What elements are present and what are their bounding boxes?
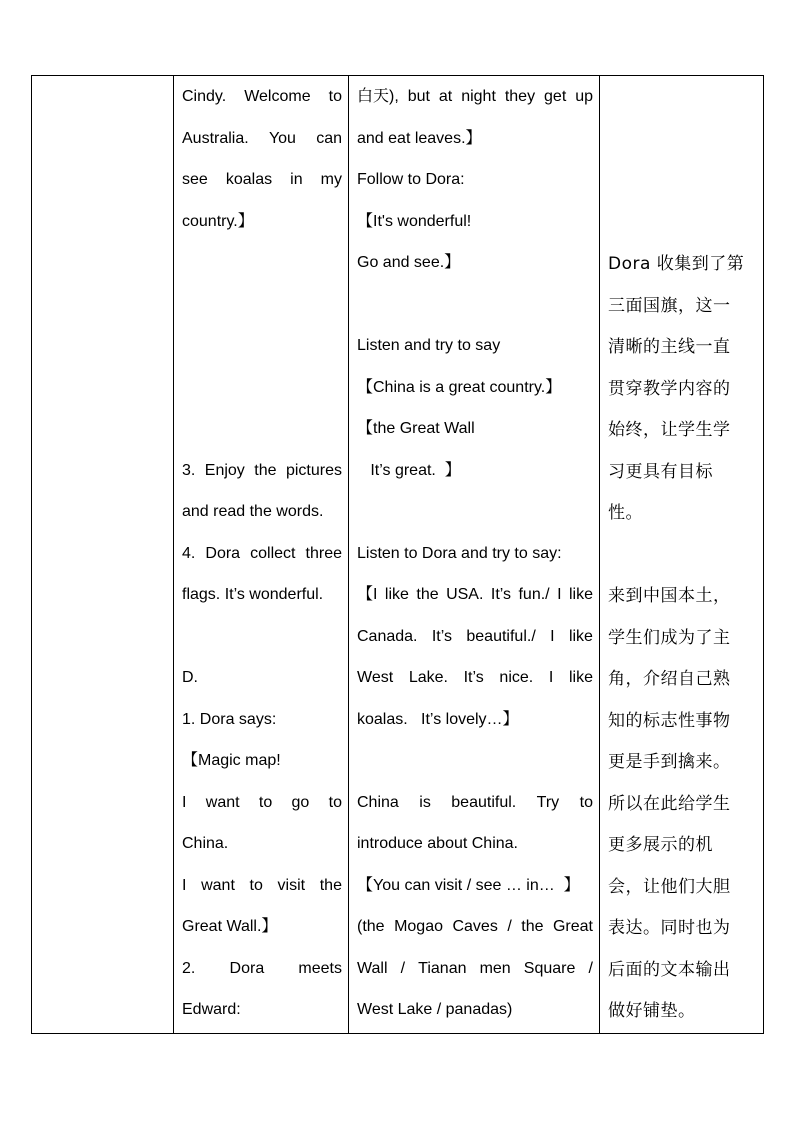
text-line: 来到中国本土，	[608, 586, 731, 606]
word: Dora	[205, 544, 241, 562]
text-line: 【It's wonderful!	[357, 212, 472, 230]
word: go	[291, 793, 310, 811]
word: my	[320, 171, 342, 188]
word: 2.	[182, 959, 196, 977]
text-line: 会，让他们大胆	[608, 876, 731, 897]
word: to	[249, 876, 263, 894]
column-divider-2	[348, 75, 349, 1034]
text-line: Listen to Dora and try to say:	[357, 544, 562, 562]
text-line: flags. It’s wonderful.	[182, 586, 324, 603]
text-line: 清晰的主线一直	[608, 337, 731, 357]
text-line	[357, 87, 593, 107]
text-line: China.	[182, 835, 229, 852]
text-line	[182, 544, 342, 564]
word: (the	[357, 918, 385, 935]
table-right-border	[763, 75, 764, 1034]
text-line: 做好铺垫。	[608, 1001, 696, 1021]
word: to	[579, 793, 593, 811]
word: Welcome	[244, 88, 311, 105]
text-line: 后面的文本输出	[608, 959, 731, 980]
text-line	[182, 793, 342, 813]
text-line: 【Magic map!	[182, 752, 281, 769]
word: I	[557, 586, 562, 603]
word: Canada.	[357, 627, 418, 645]
text-line	[357, 917, 593, 937]
word: beautiful./	[466, 627, 536, 645]
word: want	[201, 876, 235, 894]
word: to	[328, 793, 342, 811]
word: Great	[552, 918, 593, 935]
column-divider-3	[599, 75, 600, 1034]
word: You	[268, 129, 296, 147]
text-line: 更是手到擒来。	[608, 752, 731, 772]
word: to	[258, 793, 273, 811]
word: like	[568, 586, 593, 603]
word: visit	[277, 876, 306, 894]
word: but	[407, 88, 430, 105]
text-line	[182, 876, 342, 896]
word: China	[357, 793, 399, 811]
word: to	[328, 88, 342, 105]
text-line: 始终，让学生学	[608, 420, 731, 440]
text-line	[182, 461, 342, 481]
text-line: Follow to Dora:	[357, 171, 465, 188]
word: koalas	[225, 171, 273, 188]
word: three	[305, 544, 342, 562]
word: Cindy.	[182, 88, 227, 105]
text-line: 【the Great Wall	[357, 420, 475, 437]
text-line: It’s great. 】	[357, 461, 461, 479]
text-line: Edward:	[182, 1001, 241, 1018]
word: It’s	[431, 627, 453, 645]
word: in	[290, 171, 303, 188]
word: get	[544, 88, 567, 105]
word: 4.	[182, 544, 196, 562]
text-line	[357, 668, 593, 688]
word: I	[182, 793, 187, 811]
word: beautiful.	[451, 793, 517, 811]
word: meets	[298, 959, 342, 977]
text-line: 【China is a great country.】	[357, 378, 562, 396]
word: like	[568, 669, 593, 686]
word: I	[182, 876, 187, 894]
word: pictures	[285, 461, 342, 479]
word: /	[588, 959, 593, 977]
word: can	[316, 129, 342, 147]
word: Tianan	[418, 959, 467, 977]
column-divider-1	[173, 75, 174, 1034]
word: 白天),	[357, 88, 399, 105]
table-top-border	[31, 75, 764, 76]
text-line	[357, 959, 593, 979]
word: /	[507, 918, 512, 935]
text-line: country.】	[182, 212, 254, 230]
word: night	[461, 88, 496, 105]
word: like	[384, 586, 409, 603]
text-line: 性。	[608, 503, 643, 523]
text-line: West Lake / panadas)	[357, 1001, 513, 1018]
word: the	[521, 918, 544, 935]
word: Enjoy	[204, 461, 245, 479]
word: the	[254, 461, 277, 479]
text-line: 贯穿教学内容的	[608, 378, 731, 399]
word: Caves	[452, 918, 498, 935]
text-line: 所以在此给学生	[608, 793, 731, 814]
text-line	[182, 87, 342, 107]
word: Lake.	[408, 669, 448, 686]
word: want	[205, 793, 240, 811]
text-line	[182, 129, 342, 149]
word: Dora	[229, 959, 265, 977]
word: Australia.	[182, 129, 249, 147]
text-line: 学生们成为了主	[608, 627, 731, 648]
text-line: introduce about China.	[357, 835, 518, 852]
word: like	[568, 627, 593, 645]
text-line: koalas. It’s lovely…】	[357, 710, 519, 728]
word: USA.	[446, 586, 484, 603]
word: Mogao	[394, 918, 443, 935]
lesson-table	[31, 75, 764, 1034]
text-line: 更多展示的机	[608, 835, 713, 855]
word: nice.	[499, 669, 534, 686]
word: It’s	[463, 669, 484, 686]
word: see	[182, 171, 208, 188]
word: I	[548, 669, 554, 686]
text-line: D.	[182, 669, 198, 686]
word: collect	[250, 544, 296, 562]
text-line: 1. Dora says:	[182, 710, 277, 728]
text-line: 表达。同时也为	[608, 918, 731, 938]
text-line: 【You can visit / see … in… 】	[357, 876, 580, 894]
word: /	[400, 959, 406, 977]
text-line: Listen and try to say	[357, 337, 501, 354]
text-line	[182, 170, 342, 190]
text-line: and read the words.	[182, 503, 324, 520]
text-line: 三面国旗，这一	[608, 295, 731, 316]
table-bottom-border	[31, 1033, 764, 1034]
word: 3.	[182, 461, 196, 479]
word: at	[438, 88, 453, 105]
word: 【I	[357, 586, 378, 603]
word: up	[575, 88, 593, 105]
text-line: Great Wall.】	[182, 918, 278, 935]
text-line: Dora 收集到了第	[608, 254, 745, 274]
word: fun./	[518, 586, 550, 603]
word: West	[357, 669, 394, 686]
text-line	[357, 585, 593, 605]
word: Square	[523, 959, 576, 977]
table-left-border	[31, 75, 32, 1034]
word: Wall	[357, 959, 388, 977]
text-line	[357, 793, 593, 813]
text-line: 知的标志性事物	[608, 710, 731, 731]
word: they	[504, 88, 536, 105]
text-line	[357, 627, 593, 647]
text-line: 习更具有目标	[608, 461, 713, 482]
text-line: 角，介绍自己熟	[608, 669, 731, 689]
word: the	[319, 876, 342, 894]
text-line: and eat leaves.】	[357, 129, 482, 147]
word: It’s	[490, 586, 512, 603]
word: I	[550, 627, 555, 645]
text-line: Go and see.】	[357, 254, 461, 271]
word: is	[419, 793, 431, 811]
text-line	[182, 959, 342, 979]
word: Try	[536, 793, 560, 811]
word: men	[479, 959, 511, 977]
word: the	[416, 586, 439, 603]
